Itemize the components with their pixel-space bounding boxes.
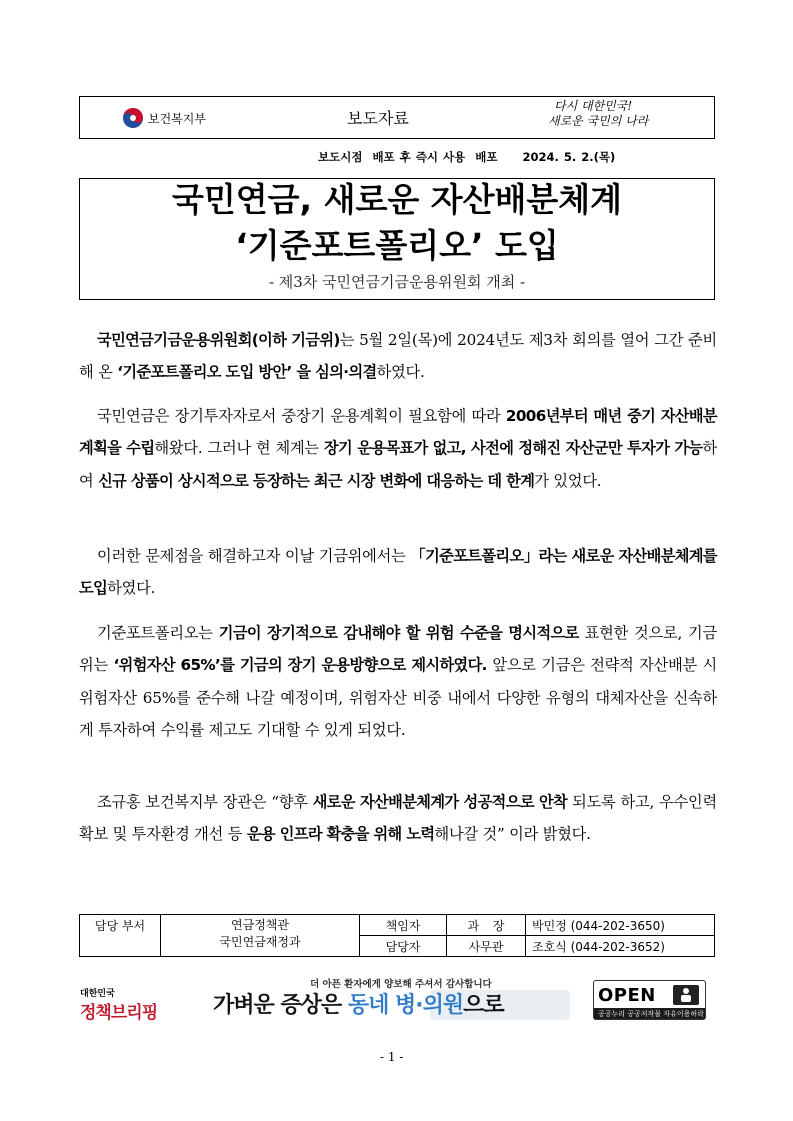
open-license-subtext: 공공누리 공공저작물 자유이용허락: [598, 1010, 704, 1018]
bold-text-run: 국민연금기금운용위원회(이하 기금위): [97, 331, 340, 349]
briefing-logo-small: 대한민국: [80, 989, 115, 999]
page-number: - 1 -: [380, 1050, 404, 1064]
role-in-charge: 담당자: [360, 936, 447, 957]
ad-headline-part-1: 가벼운 증상은: [213, 993, 348, 1018]
bold-text-run: 신규 상품이 상시적으로 등장하는 최근 시장 변화에 대응하는 데 한계: [98, 471, 535, 490]
text-run: 이러한 문제점을 해결하고자 이날 기금위에서는: [97, 547, 411, 565]
text-run: 조규홍 보건복지부 장관은 “향후: [97, 793, 313, 811]
bold-text-run: ‘기준포트폴리오 도입 방안’ 을 심의·의결: [117, 363, 377, 382]
title-line-2: ‘기준포트폴리오’ 도입: [235, 226, 559, 265]
release-label: 보도자료: [347, 109, 409, 128]
paragraph-4: [79, 617, 717, 747]
bold-text-run: 장기 운용목표가 없고, 사전에 정해진 자산군만 투자가 가능: [323, 439, 703, 458]
bold-text-run: 새로운 자산배분체계가 성공적으로 안착: [312, 793, 568, 811]
ad-headline-highlight: 동네 병·의원: [347, 993, 464, 1018]
open-license-text: OPEN: [598, 985, 656, 1006]
slogan-line-1: 다시 대한민국!: [554, 99, 633, 113]
paragraph-1: [79, 324, 717, 389]
text-run: 기준포트폴리오는: [97, 624, 219, 642]
slogan: [548, 99, 708, 135]
dept-line-1: 연금정책관: [231, 918, 289, 932]
attribution-person-icon: [673, 985, 699, 1005]
bold-text-run: 운용 인프라 확충을 위해 노력: [246, 825, 435, 844]
slogan-line-2: 새로운 국민의 나라: [548, 114, 649, 128]
text-run: 해왔다. 그러나 현 체계는: [154, 439, 324, 458]
paragraph-3: [79, 540, 717, 605]
contact-table: [79, 914, 715, 957]
text-run: 되도록 하고, 우수인력 확보 및 투자환경 개선 등: [79, 793, 717, 844]
contact-person-1: 박민정 (044-202-3650): [526, 915, 715, 936]
text-run: 국민연금은 장기투자자로서 중장기 운용계획이 필요함에 따라: [97, 407, 506, 425]
title-manager: 과 장: [447, 915, 526, 936]
ad-tagline: 더 아픈 환자에게 양보해 주셔서 감사합니다: [310, 979, 492, 990]
ministry-logo-icon: [122, 107, 144, 129]
text-run: 하여: [79, 439, 717, 490]
text-run: 앞으로 기금은 전략적 자산배분 시 위험자산 65%를 준수해 나갈 예정이며, 위험자산 비중 내에서 다양한 유형의 대체자산을 신속하게 투자하여 수익률 제고도 기대할 수 있게 되었다.: [79, 656, 717, 740]
subtitle: - 제3차 국민연금기금운용위원회 개최 -: [268, 273, 526, 291]
contact-person-2: 조호식 (044-202-3652): [526, 936, 715, 957]
role-responsible: 책임자: [360, 915, 447, 936]
title-officer: 사무관: [447, 936, 526, 957]
ad-headline: [213, 988, 504, 1019]
paragraph-5: [79, 786, 717, 851]
release-info: 보도시점 배포 후 즉시 사용 배포 2024. 5. 2.(목): [318, 150, 616, 164]
dept-label: 담당 부서: [80, 915, 161, 957]
briefing-logo: 정책브리핑: [80, 1003, 158, 1023]
text-run: 는 5월 2일(목)에 2024년도 제3차 회의를 열어 그간 준비해 온: [79, 331, 717, 382]
bold-text-run: 기금이 장기적으로 감내해야 할 위험 수준을 명시적으로: [218, 624, 579, 642]
text-run: 하였다.: [107, 579, 156, 598]
bold-text-run: 「기준포트폴리오」라는 새로운 자산배분체계를 도입: [79, 547, 717, 598]
bold-text-run: ‘위험자산 65%’를 기금의 장기 운용방향으로 제시하였다.: [113, 656, 487, 675]
dept-line-2: 국민연금재정과: [219, 935, 301, 949]
paragraph-2: [79, 400, 717, 497]
dept-name: [161, 915, 360, 957]
text-run: 하였다.: [376, 363, 425, 382]
bold-text-run: 2006년부터 매년 중기 자산배분계획을 수립: [79, 407, 717, 458]
title-line-1: 국민연금, 새로운 자산배분체계: [172, 180, 622, 219]
text-run: 표현한 것으로, 기금위는: [79, 624, 718, 675]
text-run: 가 있었다.: [534, 471, 602, 490]
text-run: 해나갈 것” 이라 밝혔다.: [434, 825, 591, 844]
ad-headline-part-3: 으로: [463, 993, 504, 1018]
ministry-name: 보건복지부: [148, 112, 206, 126]
